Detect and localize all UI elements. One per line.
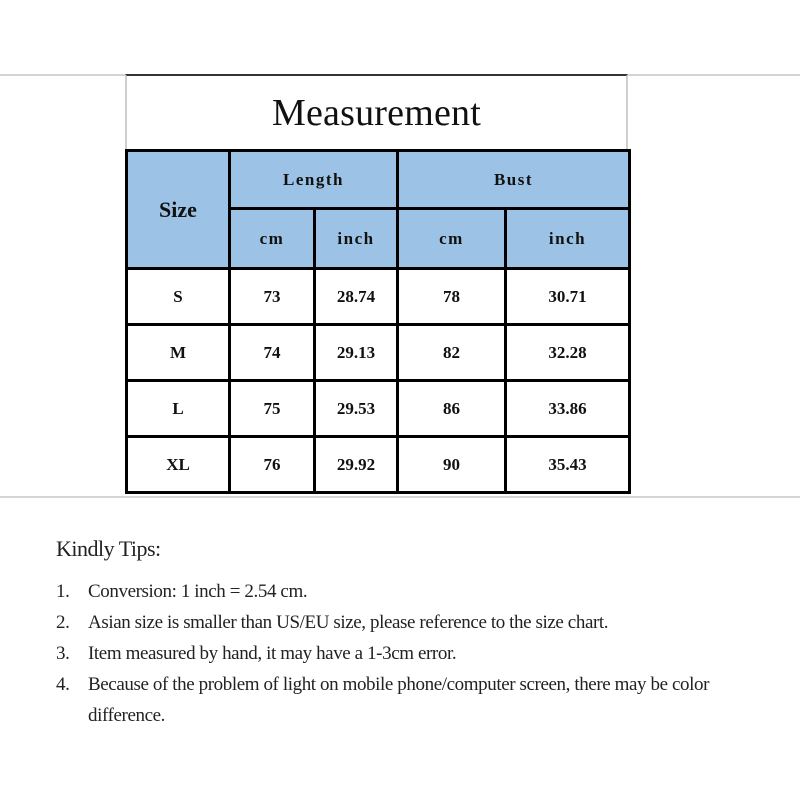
cell-bust-inch: 30.71	[506, 269, 630, 325]
header-length-inch: inch	[315, 209, 398, 269]
header-bust: Bust	[398, 151, 630, 209]
tips-list	[56, 576, 776, 731]
tip-number: 2.	[56, 612, 70, 633]
header-length: Length	[230, 151, 398, 209]
tip-number: 3.	[56, 643, 70, 664]
cell-size: M	[127, 325, 230, 381]
header-size: Size	[127, 151, 230, 269]
size-chart	[125, 74, 628, 494]
size-table	[125, 149, 631, 494]
cell-size: XL	[127, 437, 230, 493]
cell-length-cm: 75	[230, 381, 315, 437]
cell-bust-cm: 90	[398, 437, 506, 493]
header-bust-inch: inch	[506, 209, 630, 269]
cell-length-cm: 76	[230, 437, 315, 493]
tip-text: Asian size is smaller than US/EU size, please reference to the size chart.	[88, 612, 609, 633]
header-row-groups	[127, 151, 630, 209]
kindly-tips	[56, 536, 776, 731]
cell-length-cm: 74	[230, 325, 315, 381]
cell-bust-cm: 78	[398, 269, 506, 325]
table-row	[127, 381, 630, 437]
cell-size: L	[127, 381, 230, 437]
cell-length-inch: 29.53	[315, 381, 398, 437]
tips-title: Kindly Tips:	[56, 536, 161, 561]
tip-item	[56, 607, 776, 638]
cell-length-cm: 73	[230, 269, 315, 325]
tip-text: Because of the problem of light on mobile phone/computer screen, there may be color difference.	[88, 674, 710, 726]
chart-title: Measurement	[271, 91, 481, 134]
bottom-divider-line	[0, 496, 800, 498]
tip-item	[56, 576, 776, 607]
table-row	[127, 325, 630, 381]
chart-title-box	[125, 74, 628, 149]
tip-number: 1.	[56, 581, 70, 602]
tip-item	[56, 669, 776, 731]
cell-size: S	[127, 269, 230, 325]
cell-bust-cm: 82	[398, 325, 506, 381]
cell-bust-inch: 35.43	[506, 437, 630, 493]
cell-bust-cm: 86	[398, 381, 506, 437]
cell-bust-inch: 32.28	[506, 325, 630, 381]
cell-length-inch: 29.13	[315, 325, 398, 381]
cell-bust-inch: 33.86	[506, 381, 630, 437]
header-bust-cm: cm	[398, 209, 506, 269]
tip-number: 4.	[56, 674, 70, 695]
cell-length-inch: 28.74	[315, 269, 398, 325]
tip-text: Item measured by hand, it may have a 1-3cm error.	[88, 643, 457, 664]
tip-item	[56, 638, 776, 669]
table-row	[127, 269, 630, 325]
table-row	[127, 437, 630, 493]
cell-length-inch: 29.92	[315, 437, 398, 493]
tip-text: Conversion: 1 inch = 2.54 cm.	[88, 581, 308, 602]
header-length-cm: cm	[230, 209, 315, 269]
